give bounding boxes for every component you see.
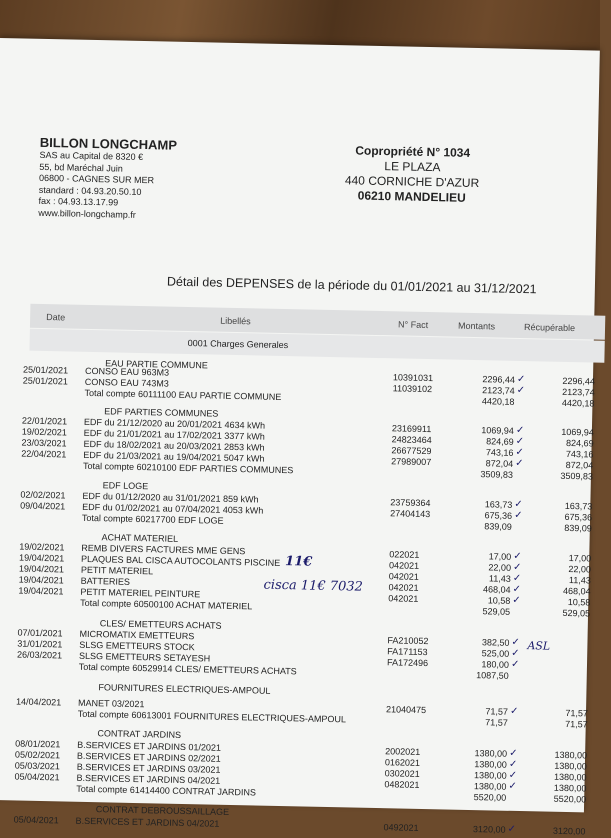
copropriete-block [327,143,498,207]
row-recoverable: 10,58 [567,597,591,608]
row-amount: 17,00 [488,551,512,562]
row-label: MANET 03/2021 [77,697,145,710]
row-label: B.SERVICES ET JARDINS 04/2021 [76,772,221,786]
row-invoice-number: 10391031 [392,372,434,384]
row-invoice-number: 022021 [389,549,420,560]
row-date: 31/01/2021 [17,638,63,650]
row-recoverable: 839,09 [564,522,592,534]
row-amount: 3509,83 [480,469,514,480]
row-recoverable: 2296,44 [562,375,596,387]
row-recoverable: 71,57 [565,718,588,730]
section-heading: FOURNITURES ELECTRIQUES-AMPOUL [98,682,271,696]
row-amount: 163,73 [484,499,513,510]
row-invoice-number: 2002021 [385,746,421,757]
row-amount: 71,57 [485,706,509,717]
row-amount: 1380,00 [474,759,507,770]
row-date: 05/03/2021 [14,760,60,772]
checkmark-icon: ✓ [514,498,523,511]
row-label: Total compte 60529914 CLES/ EMETTEURS ACHATS [78,661,297,677]
section-heading: CLES/ EMETTEURS ACHATS [99,618,222,631]
row-date: 09/04/2021 [20,500,66,512]
row-amount: 529,05 [482,606,511,617]
report-title: Détail des DEPENSES de la période du 01/01/2021 au 31/12/2021 [166,274,537,297]
checkmark-icon: ✓ [513,550,522,563]
row-amount: 1380,00 [474,770,507,781]
row-recoverable: 529,05 [562,607,591,619]
row-label: CONSO EAU 963M3 [84,365,170,378]
checkmark-icon: ✓ [512,572,522,585]
header-montants: Montants [457,320,496,332]
row-invoice-number: FA210052 [387,635,429,647]
row-date: 02/02/2021 [20,489,66,501]
row-label: Total compte 60613001 FOURNITURES ELECTRIQUES-AMPOUL [77,708,347,725]
row-invoice-number: 0162021 [384,757,421,768]
row-invoice-number: 23169911 [391,423,432,435]
row-date: 25/01/2021 [22,364,69,376]
row-label: PLAQUES BAL CISCA AUTOCOLANTS PISCINE [81,553,281,568]
section-heading: EDF PARTIES COMMUNES [104,406,219,419]
row-amount: 4420,18 [481,396,515,407]
checkmark-icon: ✓ [511,647,520,660]
handwritten-note: 11€ [284,554,313,570]
row-label: EDF du 21/01/2021 au 17/02/2021 3377 kWh [83,427,265,442]
row-invoice-number: 27404143 [390,508,431,520]
sender-line: 55, bd Maréchal Juin [39,161,123,174]
checkmark-icon: ✓ [516,384,526,397]
header-fact: N° Fact [397,319,429,331]
row-date: 08/01/2021 [15,738,61,750]
checkmark-icon: ✓ [514,509,523,522]
row-recoverable: 1380,00 [554,749,588,761]
row-recoverable: 71,57 [565,707,589,719]
row-label: MICROMATIX EMETTEURS [79,628,195,642]
row-label: PETIT MATERIEL PEINTURE [80,586,201,600]
section-heading: EAU PARTIE COMMUNE [105,358,208,371]
expense-report-sheet [0,38,600,837]
row-label: EDF du 01/12/2020 au 31/01/2021 859 kWh [82,490,259,505]
row-invoice-number: 0302021 [384,768,420,779]
row-date: 19/04/2021 [18,563,65,575]
row-amount: 180,00 [481,659,510,670]
row-invoice-number: 042021 [388,571,419,582]
row-invoice-number: FA172496 [386,657,429,669]
row-label: EDF du 18/02/2021 au 20/03/2021 2853 kWh [83,438,265,453]
row-invoice-number: 27989007 [391,456,432,468]
row-label: PETIT MATERIEL [80,564,154,577]
checkmark-icon: ✓ [515,446,524,459]
row-date: 19/04/2021 [18,585,64,597]
row-label: B.SERVICES ET JARDINS 04/2021 [75,815,220,829]
row-recoverable: 468,04 [562,585,591,597]
row-invoice-number: 0482021 [384,779,420,790]
sender-line: 06800 - CAGNES SUR MER [38,172,155,186]
row-amount: 1069,94 [481,425,514,436]
row-amount: 2296,44 [482,374,516,385]
row-recoverable: 17,00 [568,553,592,564]
row-date: 05/02/2021 [14,749,61,761]
row-amount: 2123,74 [482,385,515,396]
section-heading: ACHAT MATERIEL [101,532,179,544]
copro-street: 440 CORNICHE D'AZUR [344,173,480,191]
checkmark-icon: ✓ [508,769,518,781]
row-amount: 1087,50 [476,670,509,681]
row-date: 23/03/2021 [21,437,67,449]
row-amount: 5520,00 [473,792,507,803]
row-invoice-number: 0492021 [383,822,419,833]
row-label: B.SERVICES ET JARDINS 03/2021 [76,761,221,775]
row-recoverable: 2123,74 [562,386,595,398]
row-amount: 22,00 [488,562,512,573]
checkmark-icon: ✓ [508,780,517,792]
copro-city: 06210 MANDELIEU [357,188,466,205]
row-date: 22/04/2021 [21,448,67,460]
checkmark-icon: ✓ [512,561,522,574]
sender-line: standard : 04.93.20.50.10 [38,184,142,197]
row-date: 19/02/2021 [21,426,67,438]
checkmark-icon: ✓ [510,658,520,671]
sender-line: SAS au Capital de 8320 € [39,149,144,163]
row-invoice-number: 042021 [388,593,419,604]
row-recoverable: 872,04 [565,459,594,471]
row-recoverable: 824,69 [566,437,594,449]
row-amount: 824,69 [486,436,514,447]
header-recuperable: Récupérable [523,322,576,334]
row-amount: 10,58 [487,595,511,606]
row-date: 22/01/2021 [21,415,68,427]
row-invoice-number: FA171153 [387,646,428,658]
row-label: Total compte 60210100 EDF PARTIES COMMUNES [82,460,294,476]
checkmark-icon: ✓ [516,373,526,386]
checkmark-icon: ✓ [508,758,518,770]
row-label: EDF du 21/03/2021 au 19/04/2021 5047 kWh [83,449,265,464]
row-amount: 1380,00 [473,781,507,792]
row-label: Total compte 60111100 EAU PARTIE COMMUNE [84,387,282,402]
section-heading: CONTRAT JARDINS [97,728,182,740]
header-libelles: Libellés [220,315,251,327]
copro-name: LE PLAZA [384,159,441,175]
sender-line: fax : 04.93.13.17.99 [38,195,119,208]
checkmark-icon: ✓ [509,705,519,718]
row-amount: 675,36 [484,510,513,521]
row-recoverable: 3120,00 [552,825,586,837]
sender-block [38,135,177,222]
row-label: B.SERVICES ET JARDINS 02/2021 [76,750,221,764]
handwritten-note: ASL [527,639,551,653]
row-recoverable: 11,43 [568,575,591,586]
handwritten-note: cisca 11€ 7032 [263,577,364,595]
row-date: 25/01/2021 [22,375,68,387]
section-heading: CONTRAT DEBROUSSAILLAGE [95,804,230,817]
row-amount: 468,04 [482,584,511,595]
row-label: Total compte 61414400 CONTRAT JARDINS [76,783,257,798]
row-recoverable: 4420,18 [561,397,595,409]
checkmark-icon: ✓ [509,747,518,759]
row-recoverable: 3509,83 [560,470,594,482]
row-date: 26/03/2021 [16,649,63,661]
copro-number: Copropriété N° 1034 [355,143,471,160]
checkmark-icon: ✓ [515,457,524,470]
section-band-label: 0001 Charges Generales [187,337,289,351]
row-date: 05/04/2021 [13,814,59,826]
row-label: EDF du 01/02/2021 au 07/04/2021 4053 kWh [82,501,264,516]
row-date: 19/02/2021 [19,541,65,553]
row-date: 14/04/2021 [16,696,62,708]
row-label: CONSO EAU 743M3 [84,376,169,389]
checkmark-icon: ✓ [511,636,520,649]
row-amount: 743,16 [485,447,514,458]
row-label: Total compte 60217700 EDF LOGE [81,512,224,526]
row-amount: 11,43 [488,573,511,584]
row-amount: 1380,00 [474,748,508,759]
row-recoverable: 22,00 [568,564,592,575]
row-recoverable: 1380,00 [553,771,587,783]
row-recoverable: 1380,00 [554,760,587,772]
row-invoice-number: 21040475 [385,704,427,716]
row-recoverable: 675,36 [564,511,593,523]
row-date: 07/01/2021 [17,627,63,639]
row-invoice-number: 26677529 [391,445,432,457]
row-label: BATTERIES [80,575,131,587]
row-recoverable: 5520,00 [553,793,587,805]
row-date: 19/04/2021 [18,574,64,586]
row-amount: 71,57 [485,717,508,728]
row-amount: 382,50 [481,637,510,648]
sender-name: BILLON LONGCHAMP [39,134,178,153]
checkmark-icon: ✓ [507,823,517,835]
header-date: Date [46,312,66,323]
checkmark-icon: ✓ [515,435,525,448]
row-amount: 3120,00 [472,824,506,835]
row-recoverable: 1380,00 [553,782,587,794]
row-invoice-number: 24823464 [391,434,432,446]
row-invoice-number: 042021 [388,582,419,593]
row-date: 05/04/2021 [14,771,60,783]
section-heading: EDF LOGE [102,480,149,492]
row-label: EDF du 21/12/2020 au 20/01/2021 4634 kWh [83,416,266,431]
row-recoverable: 163,73 [564,500,593,512]
row-label: SLSG EMETTEURS STOCK [79,639,195,653]
row-label: Total compte 60500100 ACHAT MATERIEL [80,597,253,612]
checkmark-icon: ✓ [515,424,525,437]
row-invoice-number: 11039102 [392,383,433,395]
row-label: REMB DIVERS FACTURES MME GENS [81,542,246,557]
sender-line: www.billon-longchamp.fr [38,207,136,220]
checkmark-icon: ✓ [512,583,522,596]
checkmark-icon: ✓ [512,594,521,607]
row-invoice-number: 042021 [388,560,420,571]
row-recoverable: 1069,94 [561,426,594,438]
row-recoverable: 743,16 [565,448,594,460]
row-date: 19/04/2021 [19,552,65,564]
row-amount: 525,00 [481,648,510,659]
row-label: SLSG EMETTEURS SETAYESH [78,650,211,664]
row-amount: 839,09 [484,521,512,532]
row-label: B.SERVICES ET JARDINS 01/2021 [77,739,222,753]
row-amount: 872,04 [485,458,514,469]
row-invoice-number: 23759364 [390,497,431,509]
